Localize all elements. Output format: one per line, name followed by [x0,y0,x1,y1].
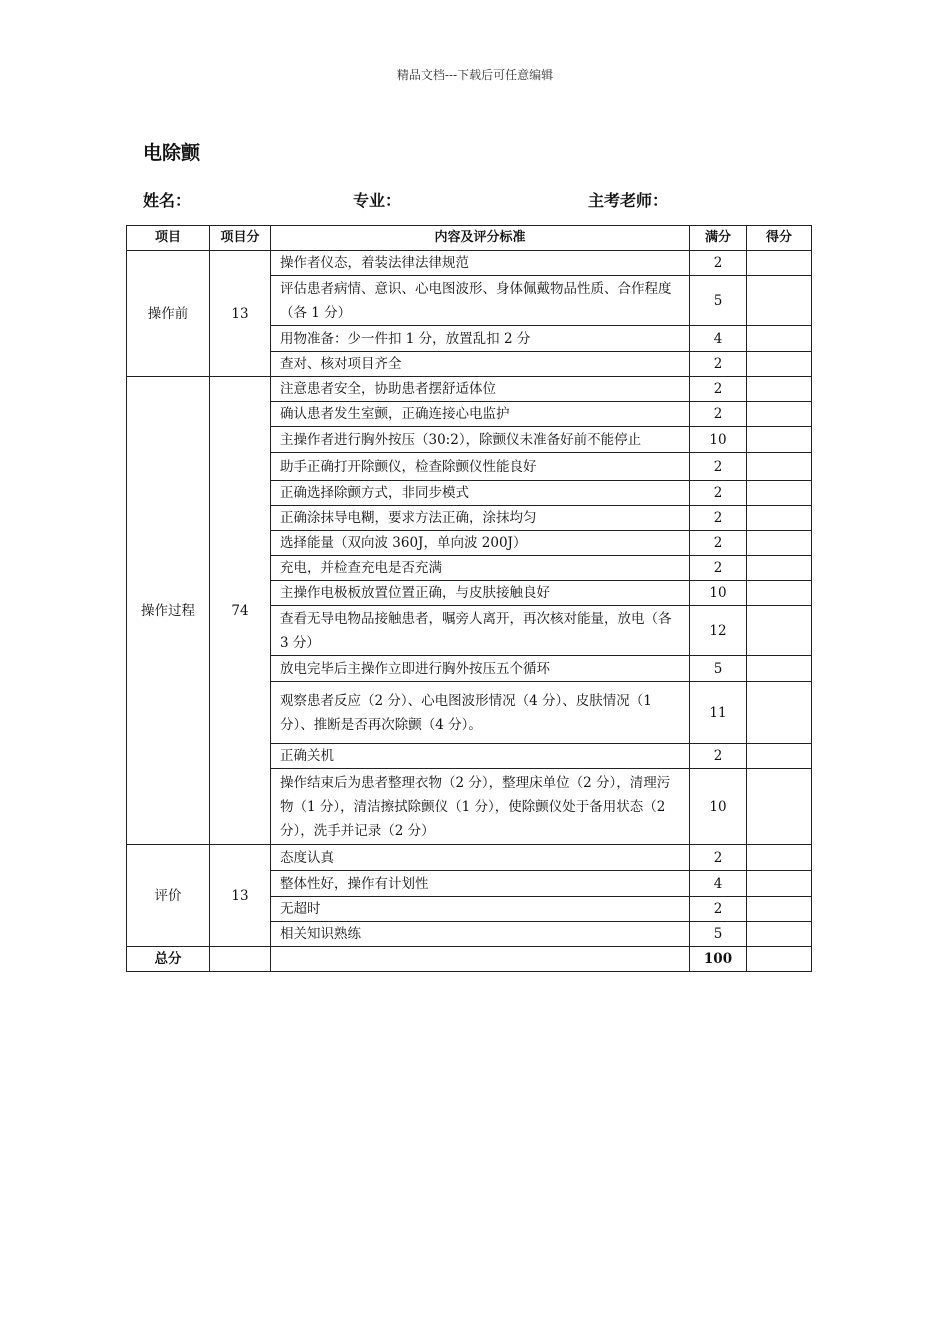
criterion-full-score: 4 [690,326,747,352]
criterion-full-score: 2 [690,506,747,531]
criterion-obtained-score[interactable] [747,845,812,871]
criterion-text: 主操作者进行胸外按压（30:2），除颤仪未准备好前不能停止 [271,427,690,453]
criterion-full-score: 5 [690,276,747,326]
criterion-text: 观察患者反应（2 分）、心电图波形情况（4 分）、皮肤情况（1 分）、推断是否再次除颤（4 分）。 [271,682,690,744]
header-category: 项目 [127,226,210,251]
criterion-full-score: 5 [690,656,747,682]
header-category-score: 项目分 [210,226,271,251]
criterion-full-score: 2 [690,402,747,427]
criterion-obtained-score[interactable] [747,427,812,453]
criterion-full-score: 4 [690,871,747,897]
criterion-text: 相关知识熟练 [271,922,690,947]
section-score: 74 [210,377,271,845]
section-score: 13 [210,845,271,947]
criterion-obtained-score[interactable] [747,453,812,481]
criterion-obtained-score[interactable] [747,871,812,897]
criterion-text: 充电，并检查充电是否充满 [271,556,690,581]
criterion-full-score: 10 [690,427,747,453]
criterion-obtained-score[interactable] [747,402,812,427]
criterion-obtained-score[interactable] [747,922,812,947]
criterion-full-score: 2 [690,352,747,377]
document-title: 电除颤 [143,142,201,164]
criterion-obtained-score[interactable] [747,326,812,352]
criterion-text: 确认患者发生室颤，正确连接心电监护 [271,402,690,427]
header-obtained-score: 得分 [747,226,812,251]
teacher-field-label: 主考老师： [588,191,669,210]
criterion-obtained-score[interactable] [747,656,812,682]
criterion-obtained-score[interactable] [747,581,812,606]
table-header-row [127,226,812,251]
total-category-score-cell [210,947,271,972]
criterion-full-score: 5 [690,922,747,947]
criterion-obtained-score[interactable] [747,377,812,402]
section-score: 13 [210,251,271,377]
table-row [127,377,812,402]
criterion-full-score: 2 [690,481,747,506]
criterion-full-score: 10 [690,581,747,606]
criterion-text: 主操作电极板放置位置正确，与皮肤接触良好 [271,581,690,606]
table-row [127,845,812,871]
criterion-obtained-score[interactable] [747,506,812,531]
total-label: 总分 [127,947,210,972]
header-full-score: 满分 [690,226,747,251]
watermark-header: 精品文档---下载后可任意编辑 [396,68,554,82]
criterion-full-score: 2 [690,453,747,481]
criterion-text: 助手正确打开除颤仪，检查除颤仪性能良好 [271,453,690,481]
total-row [127,947,812,972]
criterion-obtained-score[interactable] [747,481,812,506]
criterion-full-score: 2 [690,897,747,922]
criterion-full-score: 12 [690,606,747,656]
criterion-full-score: 10 [690,769,747,845]
criterion-text: 正确涂抹导电糊，要求方法正确，涂抹均匀 [271,506,690,531]
criterion-obtained-score[interactable] [747,682,812,744]
criterion-text: 评估患者病情、意识、心电图波形、身体佩戴物品性质、合作程度（各 1 分） [271,276,690,326]
criterion-full-score: 2 [690,377,747,402]
section-name: 操作前 [127,251,210,377]
criterion-obtained-score[interactable] [747,744,812,769]
criterion-obtained-score[interactable] [747,769,812,845]
criterion-text: 查对、核对项目齐全 [271,352,690,377]
criterion-text: 选择能量（双向波 360J，单向波 200J） [271,531,690,556]
criterion-full-score: 2 [690,556,747,581]
criterion-obtained-score[interactable] [747,352,812,377]
header-content: 内容及评分标准 [271,226,690,251]
criterion-text: 放电完毕后主操作立即进行胸外按压五个循环 [271,656,690,682]
criterion-text: 操作结束后为患者整理衣物（2 分），整理床单位（2 分），清理污物（1 分），清洁擦拭除颤仪（1 分），使除颤仪处于备用状态（2 分），洗手并记录（2 分） [271,769,690,845]
criterion-full-score: 2 [690,845,747,871]
criterion-obtained-score[interactable] [747,276,812,326]
criterion-text: 正确选择除颤方式，非同步模式 [271,481,690,506]
criterion-full-score: 11 [690,682,747,744]
criterion-full-score: 2 [690,251,747,276]
criterion-text: 操作者仪态，着装法律法律规范 [271,251,690,276]
total-content-cell [271,947,690,972]
criterion-obtained-score[interactable] [747,251,812,276]
criterion-text: 无超时 [271,897,690,922]
criterion-text: 正确关机 [271,744,690,769]
scoring-table [126,225,812,972]
criterion-obtained-score[interactable] [747,606,812,656]
criterion-full-score: 2 [690,744,747,769]
criterion-obtained-score[interactable] [747,531,812,556]
section-name: 操作过程 [127,377,210,845]
criterion-text: 查看无导电物品接触患者，嘱旁人离开，再次核对能量，放电（各 3 分） [271,606,690,656]
table-body [127,251,812,972]
criterion-obtained-score[interactable] [747,897,812,922]
criterion-text: 态度认真 [271,845,690,871]
major-field-label: 专业： [353,191,402,210]
name-field-label: 姓名： [143,191,192,210]
criterion-text: 整体性好，操作有计划性 [271,871,690,897]
criterion-full-score: 2 [690,531,747,556]
table-row [127,251,812,276]
criterion-obtained-score[interactable] [747,556,812,581]
section-name: 评价 [127,845,210,947]
criterion-text: 注意患者安全，协助患者摆舒适体位 [271,377,690,402]
total-obtained-score-cell[interactable] [747,947,812,972]
criterion-text: 用物准备：少一件扣 1 分，放置乱扣 2 分 [271,326,690,352]
total-full-score: 100 [690,947,747,972]
